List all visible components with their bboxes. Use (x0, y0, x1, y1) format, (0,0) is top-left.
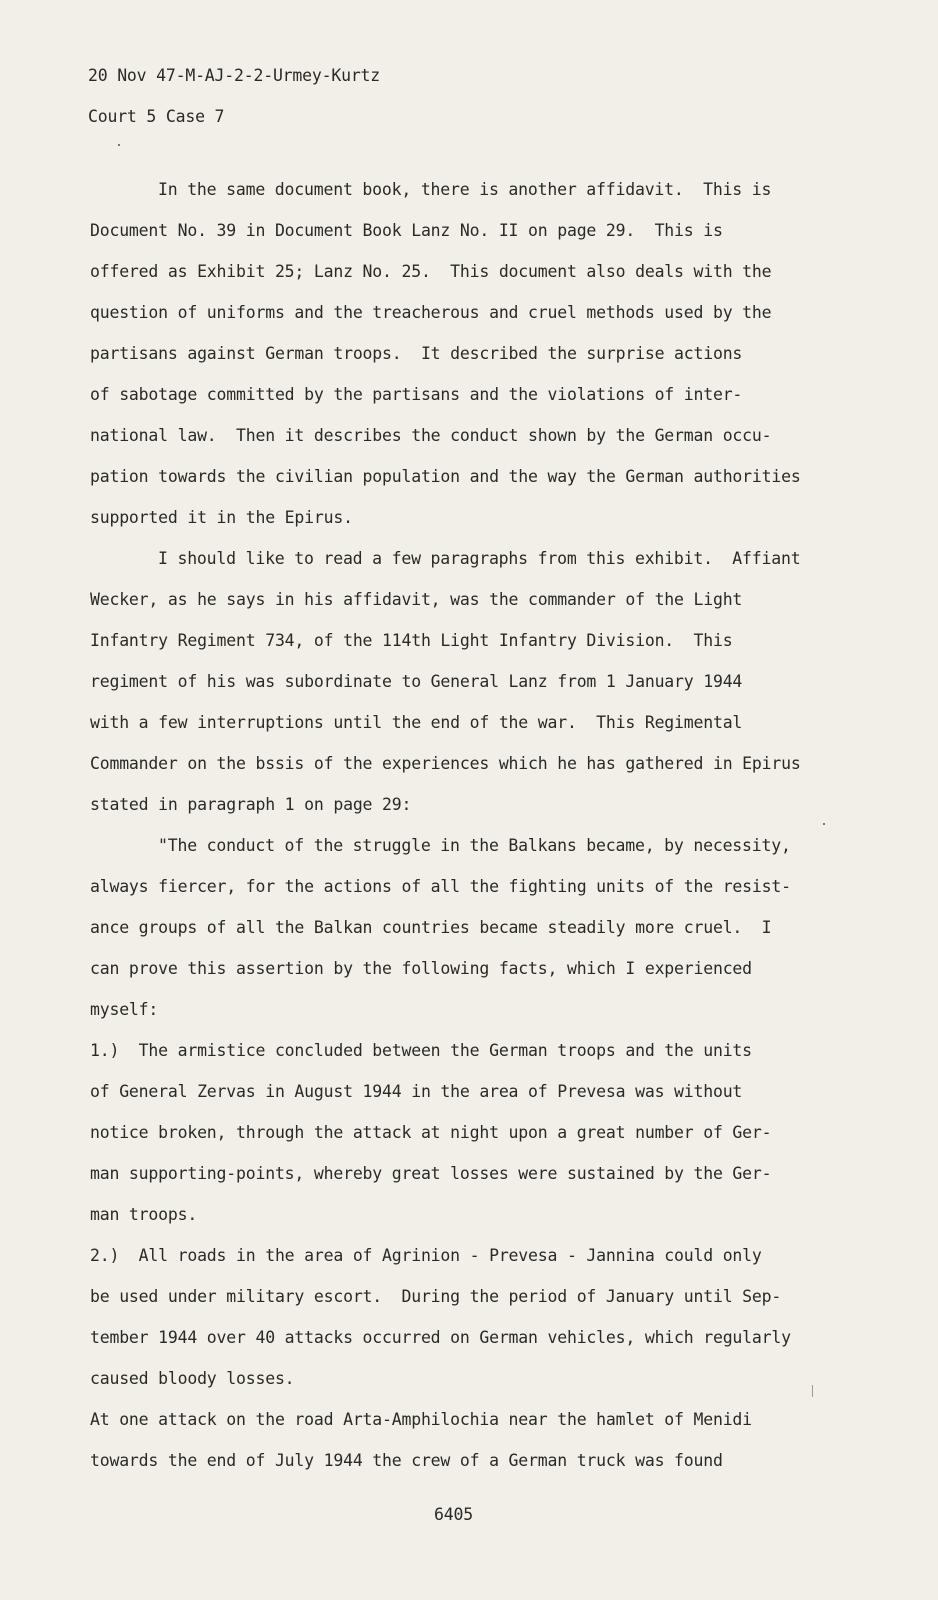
quote-line: towards the end of July 1944 the crew of a German truck was found (90, 1451, 723, 1470)
quote-line: tember 1944 over 40 attacks occurred on German vehicles, which regularly (90, 1328, 791, 1347)
quote-line: man supporting-points, whereby great losses were sustained by the Ger- (90, 1164, 772, 1183)
body-line: question of uniforms and the treacherous and cruel methods used by the (90, 303, 772, 322)
quote-line: can prove this assertion by the following facts, which I experienced (90, 959, 752, 978)
body-line: pation towards the civilian population and the way the German authorities (90, 467, 801, 486)
list-item-1: 1.) The armistice concluded between the German troops and the units (90, 1041, 752, 1060)
quote-line: ance groups of all the Balkan countries became steadily more cruel. I (90, 918, 772, 937)
quote-line: always fiercer, for the actions of all the fighting units of the resist- (90, 877, 791, 896)
paper-speck (118, 144, 120, 146)
body-line: national law. Then it describes the conduct shown by the German occu- (90, 426, 772, 445)
quote-line: man troops. (90, 1205, 198, 1224)
body-line: In the same document book, there is another affidavit. This is (158, 180, 772, 199)
body-line: supported it in the Epirus. (90, 508, 353, 527)
body-line: offered as Exhibit 25; Lanz No. 25. This document also deals with the (90, 262, 772, 281)
body-line: Infantry Regiment 734, of the 114th Light Infantry Division. This (90, 631, 733, 650)
quote-line: notice broken, through the attack at night upon a great number of Ger- (90, 1123, 772, 1142)
body-line: Document No. 39 in Document Book Lanz No. II on page 29. This is (90, 221, 723, 240)
list-item-2: 2.) All roads in the area of Agrinion - Prevesa - Jannina could only (90, 1246, 762, 1265)
paper-speck (823, 823, 825, 825)
body-line: with a few interruptions until the end of the war. This Regimental (90, 713, 743, 732)
body-line: partisans against German troops. It described the surprise actions (90, 344, 743, 363)
paper-speck (812, 1385, 813, 1397)
body-line: Wecker, as he says in his affidavit, was the commander of the Light (90, 590, 743, 609)
quote-line: be used under military escort. During the period of January until Sep- (90, 1287, 782, 1306)
document-reference: 20 Nov 47-M-AJ-2-2-Urmey-Kurtz (88, 66, 381, 85)
body-line: Commander on the bssis of the experiences which he has gathered in Epirus (90, 754, 801, 773)
body-line: I should like to read a few paragraphs from this exhibit. Affiant (158, 549, 801, 568)
quote-line: myself: (90, 1000, 159, 1019)
quote-line: of General Zervas in August 1944 in the area of Prevesa was without (90, 1082, 743, 1101)
quote-line: At one attack on the road Arta-Amphilochia near the hamlet of Menidi (90, 1410, 752, 1429)
quote-line: caused bloody losses. (90, 1369, 295, 1388)
court-case-label: Court 5 Case 7 (88, 107, 225, 126)
body-line: of sabotage committed by the partisans and the violations of inter- (90, 385, 743, 404)
quote-line: "The conduct of the struggle in the Balkans became, by necessity, (158, 836, 791, 855)
page-number: 6405 (434, 1505, 473, 1524)
body-line: stated in paragraph 1 on page 29: (90, 795, 412, 814)
body-line: regiment of his was subordinate to General Lanz from 1 January 1944 (90, 672, 743, 691)
